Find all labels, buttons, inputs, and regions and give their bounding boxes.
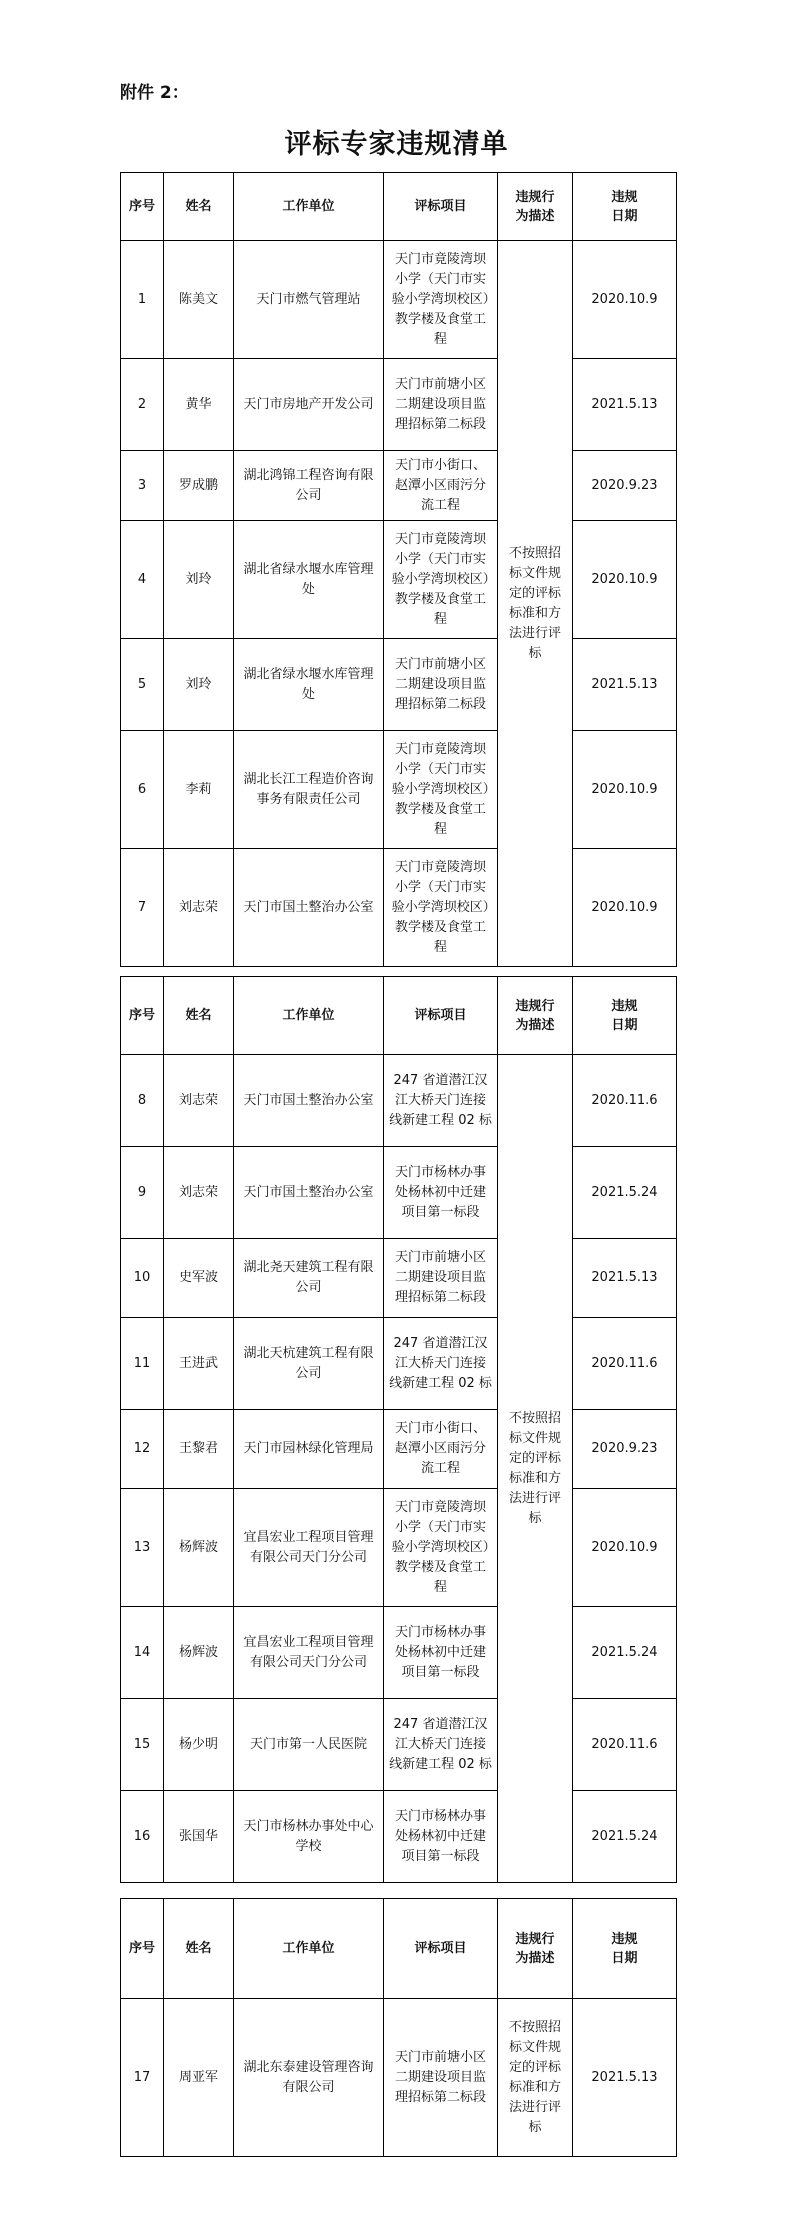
header-project: 评标项目 bbox=[384, 1899, 498, 1999]
violation-date: 2021.5.24 bbox=[573, 1607, 677, 1699]
violation-date: 2020.10.9 bbox=[573, 241, 677, 359]
row-index: 15 bbox=[121, 1699, 164, 1791]
expert-name: 黄华 bbox=[164, 359, 234, 451]
row-index: 8 bbox=[121, 1055, 164, 1147]
bid-project: 天门市杨林办事处杨林初中迁建项目第一标段 bbox=[384, 1607, 498, 1699]
table-row bbox=[121, 1999, 677, 2157]
row-index: 4 bbox=[121, 521, 164, 639]
table-header-row bbox=[121, 977, 677, 1055]
row-index: 3 bbox=[121, 451, 164, 521]
work-unit: 天门市园林绿化管理局 bbox=[234, 1410, 384, 1489]
table-row bbox=[121, 1147, 677, 1239]
work-unit: 天门市杨林办事处中心学校 bbox=[234, 1791, 384, 1883]
work-unit: 天门市国土整治办公室 bbox=[234, 849, 384, 967]
work-unit: 宜昌宏业工程项目管理有限公司天门分公司 bbox=[234, 1489, 384, 1607]
work-unit: 天门市房地产开发公司 bbox=[234, 359, 384, 451]
bid-project: 天门市竟陵湾坝小学（天门市实验小学湾坝校区）教学楼及食堂工程 bbox=[384, 241, 498, 359]
bid-project: 天门市前塘小区二期建设项目监理招标第二标段 bbox=[384, 359, 498, 451]
bid-project: 天门市小街口、赵潭小区雨污分流工程 bbox=[384, 451, 498, 521]
header-index: 序号 bbox=[121, 1899, 164, 1999]
expert-name: 王进武 bbox=[164, 1318, 234, 1410]
work-unit: 湖北鸿锦工程咨询有限公司 bbox=[234, 451, 384, 521]
table-row bbox=[121, 1410, 677, 1489]
bid-project: 天门市竟陵湾坝小学（天门市实验小学湾坝校区）教学楼及食堂工程 bbox=[384, 1489, 498, 1607]
row-index: 2 bbox=[121, 359, 164, 451]
bid-project: 天门市小街口、赵潭小区雨污分流工程 bbox=[384, 1410, 498, 1489]
header-project: 评标项目 bbox=[384, 173, 498, 241]
header-index: 序号 bbox=[121, 173, 164, 241]
expert-name: 周亚军 bbox=[164, 1999, 234, 2157]
header-desc: 违规行 为描述 bbox=[498, 1899, 573, 1999]
header-unit: 工作单位 bbox=[234, 173, 384, 241]
violation-table bbox=[120, 172, 677, 967]
header-date: 违规 日期 bbox=[573, 173, 677, 241]
header-unit: 工作单位 bbox=[234, 1899, 384, 1999]
violation-date: 2020.9.23 bbox=[573, 451, 677, 521]
header-index: 序号 bbox=[121, 977, 164, 1055]
work-unit: 湖北省绿水堰水库管理处 bbox=[234, 639, 384, 731]
row-index: 10 bbox=[121, 1239, 164, 1318]
work-unit: 天门市国土整治办公室 bbox=[234, 1147, 384, 1239]
row-index: 13 bbox=[121, 1489, 164, 1607]
bid-project: 天门市竟陵湾坝小学（天门市实验小学湾坝校区）教学楼及食堂工程 bbox=[384, 731, 498, 849]
row-index: 11 bbox=[121, 1318, 164, 1410]
violation-date: 2020.10.9 bbox=[573, 521, 677, 639]
table-row bbox=[121, 731, 677, 849]
violation-description: 不按照招标文件规定的评标标准和方法进行评标 bbox=[498, 1055, 573, 1883]
violation-date: 2020.9.23 bbox=[573, 1410, 677, 1489]
violation-date: 2020.11.6 bbox=[573, 1318, 677, 1410]
row-index: 12 bbox=[121, 1410, 164, 1489]
row-index: 16 bbox=[121, 1791, 164, 1883]
expert-name: 王黎君 bbox=[164, 1410, 234, 1489]
work-unit: 湖北长江工程造价咨询事务有限责任公司 bbox=[234, 731, 384, 849]
bid-project: 天门市前塘小区二期建设项目监理招标第二标段 bbox=[384, 1999, 498, 2157]
header-desc: 违规行 为描述 bbox=[498, 977, 573, 1055]
header-name: 姓名 bbox=[164, 1899, 234, 1999]
table-row bbox=[121, 1607, 677, 1699]
work-unit: 湖北东泰建设管理咨询有限公司 bbox=[234, 1999, 384, 2157]
row-index: 14 bbox=[121, 1607, 164, 1699]
expert-name: 刘志荣 bbox=[164, 1055, 234, 1147]
table-row bbox=[121, 849, 677, 967]
work-unit: 湖北省绿水堰水库管理处 bbox=[234, 521, 384, 639]
table-row bbox=[121, 359, 677, 451]
expert-name: 陈美文 bbox=[164, 241, 234, 359]
expert-name: 杨少明 bbox=[164, 1699, 234, 1791]
violation-table bbox=[120, 1898, 677, 2157]
bid-project: 天门市竟陵湾坝小学（天门市实验小学湾坝校区）教学楼及食堂工程 bbox=[384, 849, 498, 967]
work-unit: 宜昌宏业工程项目管理有限公司天门分公司 bbox=[234, 1607, 384, 1699]
table-row bbox=[121, 1489, 677, 1607]
header-name: 姓名 bbox=[164, 173, 234, 241]
table-row bbox=[121, 1055, 677, 1147]
row-index: 5 bbox=[121, 639, 164, 731]
violation-date: 2020.10.9 bbox=[573, 731, 677, 849]
document-title: 评标专家违规清单 bbox=[284, 129, 509, 160]
bid-project: 天门市前塘小区二期建设项目监理招标第二标段 bbox=[384, 639, 498, 731]
bid-project: 247 省道潜江汉江大桥天门连接线新建工程 02 标 bbox=[384, 1055, 498, 1147]
expert-name: 刘玲 bbox=[164, 639, 234, 731]
bid-project: 天门市杨林办事处杨林初中迁建项目第一标段 bbox=[384, 1791, 498, 1883]
annex-label: 附件 2： bbox=[120, 83, 189, 103]
expert-name: 李莉 bbox=[164, 731, 234, 849]
work-unit: 天门市国土整治办公室 bbox=[234, 1055, 384, 1147]
header-project: 评标项目 bbox=[384, 977, 498, 1055]
header-date: 违规 日期 bbox=[573, 1899, 677, 1999]
expert-name: 刘志荣 bbox=[164, 1147, 234, 1239]
violation-date: 2020.11.6 bbox=[573, 1055, 677, 1147]
expert-name: 杨辉波 bbox=[164, 1489, 234, 1607]
expert-name: 史军波 bbox=[164, 1239, 234, 1318]
violation-date: 2021.5.24 bbox=[573, 1147, 677, 1239]
table-header-row bbox=[121, 173, 677, 241]
table-header-row bbox=[121, 1899, 677, 1999]
violation-date: 2020.10.9 bbox=[573, 849, 677, 967]
table-row bbox=[121, 521, 677, 639]
row-index: 9 bbox=[121, 1147, 164, 1239]
header-desc: 违规行 为描述 bbox=[498, 173, 573, 241]
header-date: 违规 日期 bbox=[573, 977, 677, 1055]
header-unit: 工作单位 bbox=[234, 977, 384, 1055]
bid-project: 247 省道潜江汉江大桥天门连接线新建工程 02 标 bbox=[384, 1699, 498, 1791]
bid-project: 天门市竟陵湾坝小学（天门市实验小学湾坝校区）教学楼及食堂工程 bbox=[384, 521, 498, 639]
expert-name: 刘玲 bbox=[164, 521, 234, 639]
violation-date: 2021.5.24 bbox=[573, 1791, 677, 1883]
row-index: 7 bbox=[121, 849, 164, 967]
violation-date: 2020.10.9 bbox=[573, 1489, 677, 1607]
work-unit: 天门市燃气管理站 bbox=[234, 241, 384, 359]
row-index: 6 bbox=[121, 731, 164, 849]
violation-date: 2021.5.13 bbox=[573, 639, 677, 731]
violation-description: 不按照招标文件规定的评标标准和方法进行评标 bbox=[498, 1999, 573, 2157]
work-unit: 湖北尧天建筑工程有限公司 bbox=[234, 1239, 384, 1318]
table-row bbox=[121, 241, 677, 359]
work-unit: 湖北天杭建筑工程有限公司 bbox=[234, 1318, 384, 1410]
bid-project: 天门市前塘小区二期建设项目监理招标第二标段 bbox=[384, 1239, 498, 1318]
table-row bbox=[121, 1699, 677, 1791]
row-index: 17 bbox=[121, 1999, 164, 2157]
work-unit: 天门市第一人民医院 bbox=[234, 1699, 384, 1791]
header-name: 姓名 bbox=[164, 977, 234, 1055]
violation-table bbox=[120, 976, 677, 1883]
violation-date: 2021.5.13 bbox=[573, 359, 677, 451]
table-row bbox=[121, 451, 677, 521]
expert-name: 罗成鹏 bbox=[164, 451, 234, 521]
bid-project: 247 省道潜江汉江大桥天门连接线新建工程 02 标 bbox=[384, 1318, 498, 1410]
violation-date: 2020.11.6 bbox=[573, 1699, 677, 1791]
table-row bbox=[121, 1318, 677, 1410]
row-index: 1 bbox=[121, 241, 164, 359]
table-row bbox=[121, 1239, 677, 1318]
table-row bbox=[121, 639, 677, 731]
expert-name: 刘志荣 bbox=[164, 849, 234, 967]
expert-name: 杨辉波 bbox=[164, 1607, 234, 1699]
table-row bbox=[121, 1791, 677, 1883]
expert-name: 张国华 bbox=[164, 1791, 234, 1883]
bid-project: 天门市杨林办事处杨林初中迁建项目第一标段 bbox=[384, 1147, 498, 1239]
violation-date: 2021.5.13 bbox=[573, 1239, 677, 1318]
violation-date: 2021.5.13 bbox=[573, 1999, 677, 2157]
violation-description: 不按照招标文件规定的评标标准和方法进行评标 bbox=[498, 241, 573, 967]
